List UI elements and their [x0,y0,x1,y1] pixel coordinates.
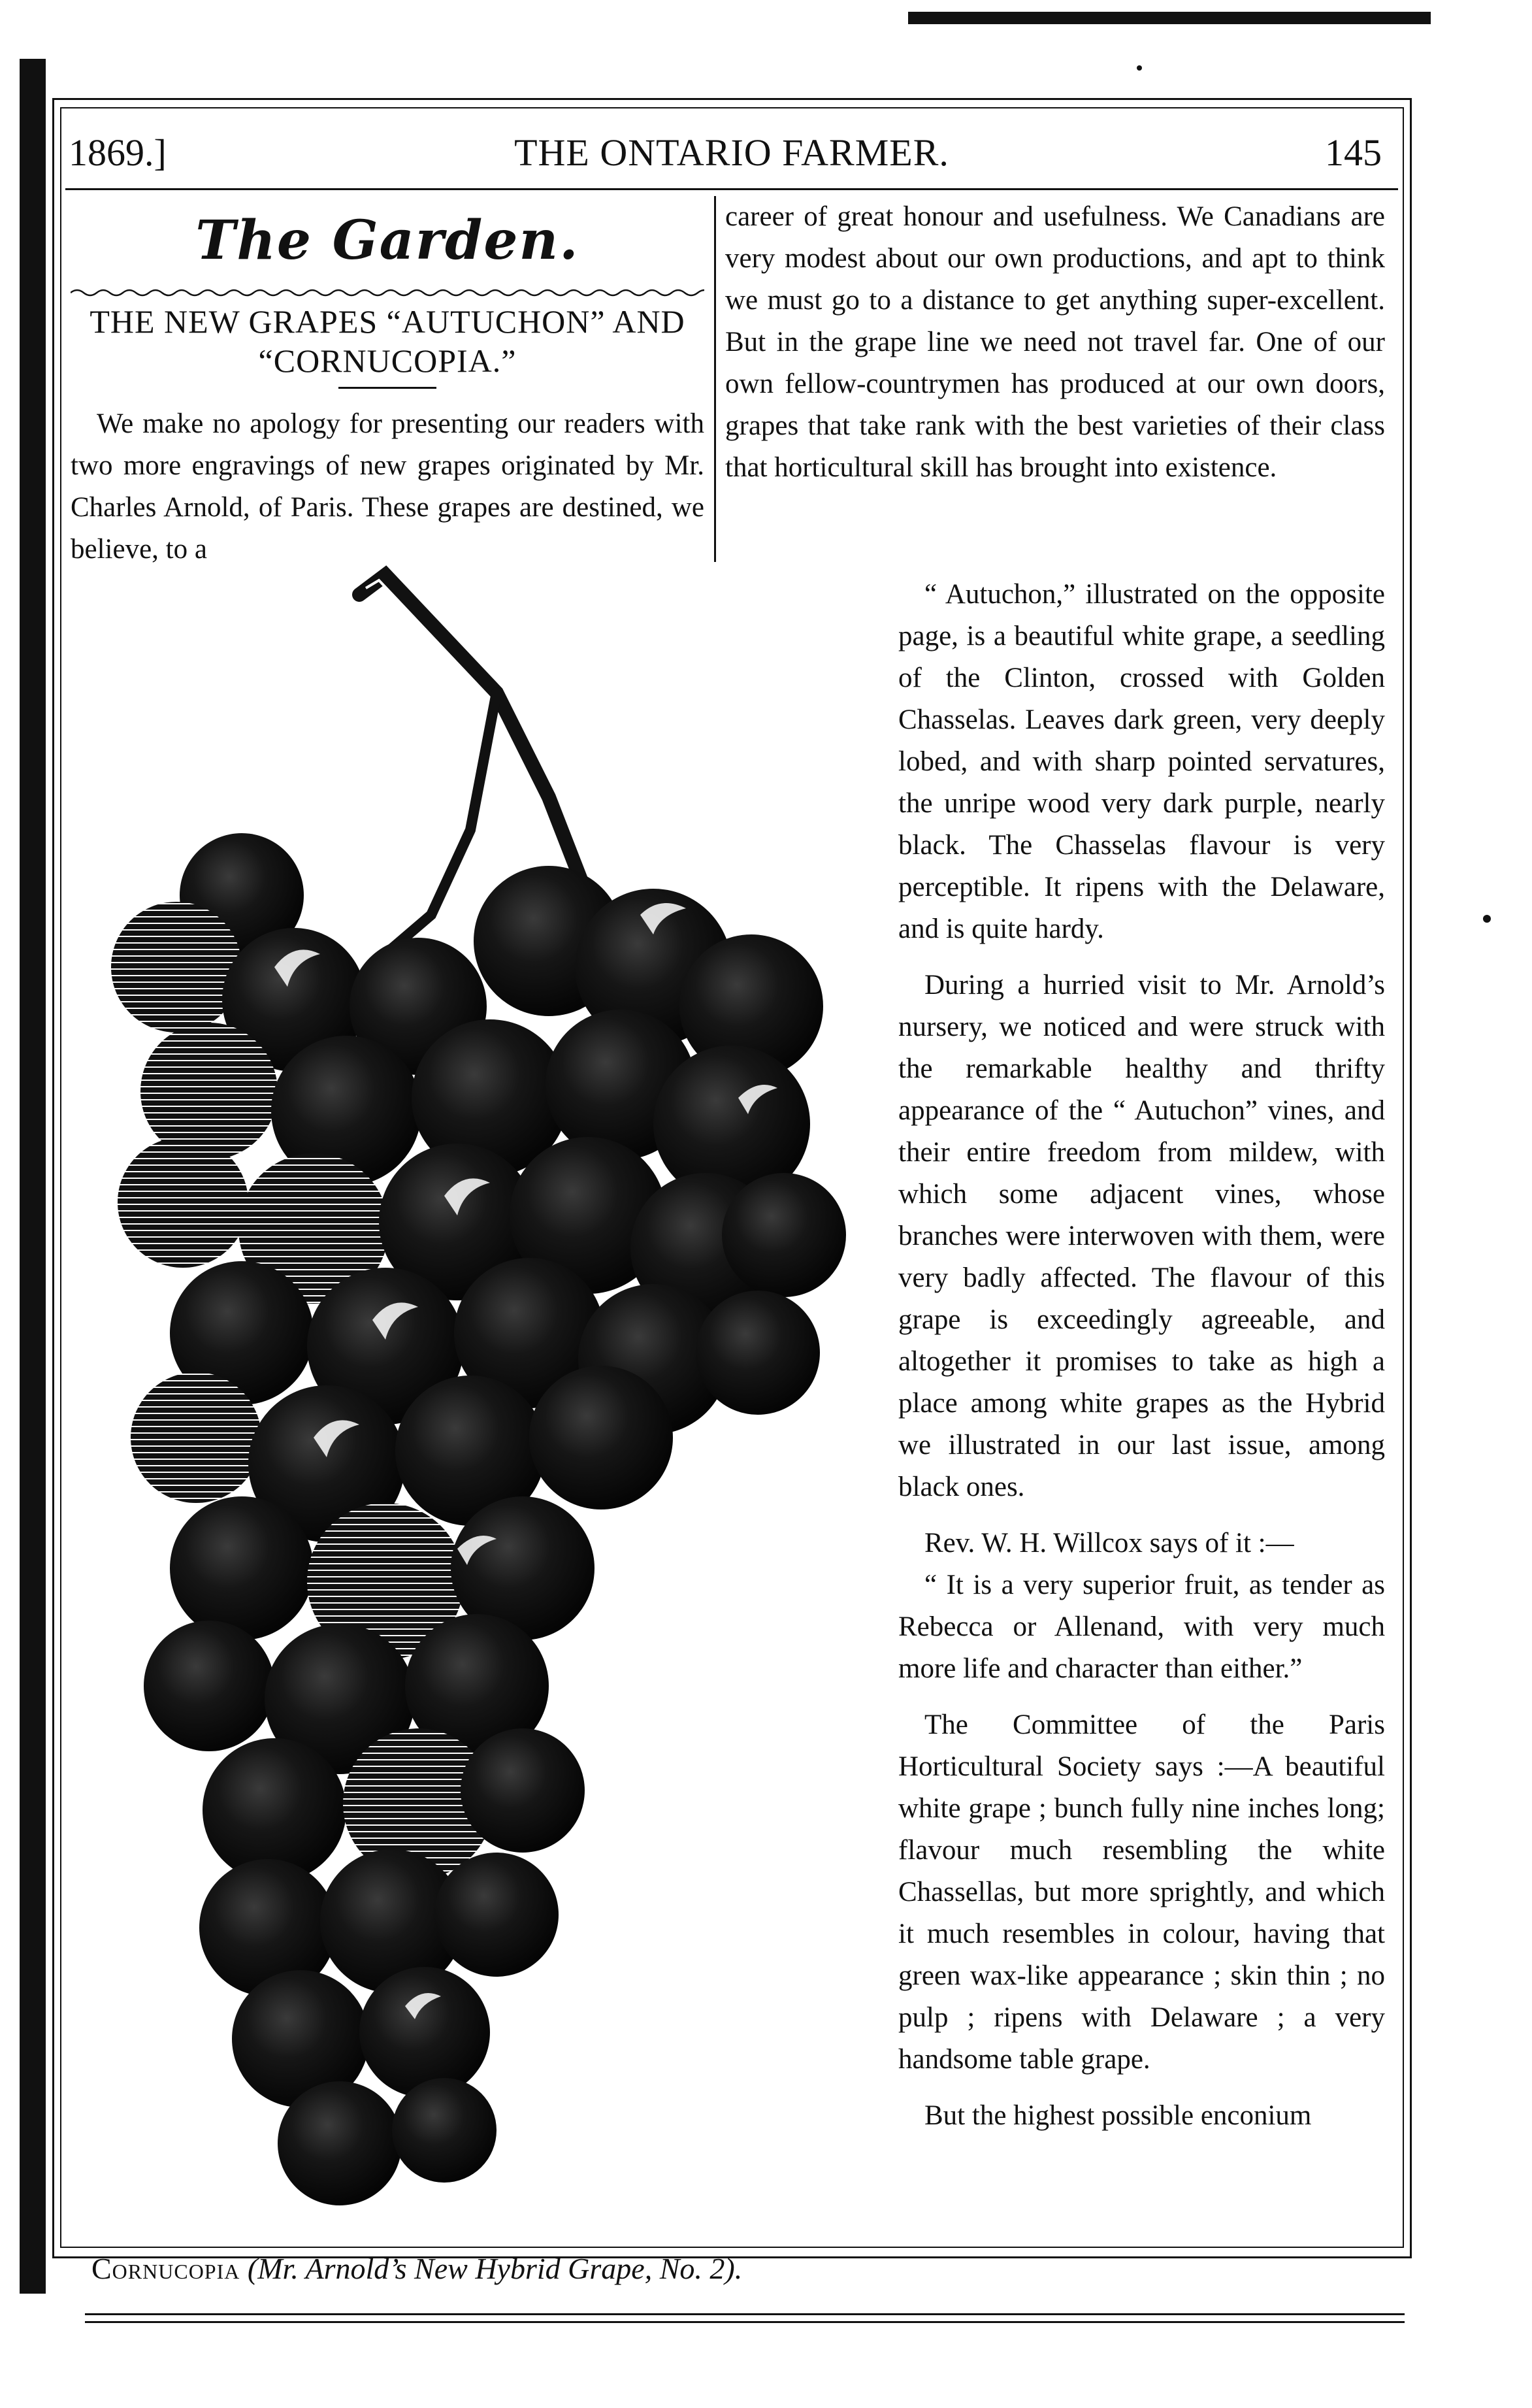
header-rule [65,188,1398,190]
headline-rule [338,387,436,389]
print-speck [1137,65,1142,71]
right-column-narrow [898,574,1385,2151]
grape-bunch-engraving [78,549,888,2235]
left-column [71,196,704,570]
column-divider [714,196,716,562]
willcox-intro: Rev. W. H. Willcox says of it :— [924,1528,1294,1559]
committee-paragraph: The Committee of the Paris Horticultural Society says :—A beautiful white grape ; bunch fully nine inches long; flavour much resembling the white Chassellas, but more sprightly, and which it much resembles in colour, having that green wax-like appearance ; skin thin ; no pulp ; ripens with Delaware ; a very handsome table grape. [898,1709,1385,2075]
headline-line-2: “CORNUCOPIA.” [258,342,517,379]
wavy-divider [71,288,704,298]
print-speck [1483,915,1491,923]
figure-caption [91,2251,888,2286]
running-header [69,118,1395,190]
bottom-rule-double [85,2321,1405,2323]
caption-name: Cornucopia [91,2252,240,2285]
bottom-rule [85,2313,1405,2315]
binding-margin-bar [20,59,46,2294]
top-edge-thin-rule [908,22,1431,24]
section-title: The Garden. [195,209,579,272]
top-edge-rule [908,12,1431,22]
willcox-quote: “ It is a very superior fruit, as tender as Rebecca or Allenand, with very much more life and character than either.” [898,1570,1385,1684]
autuchon-paragraph: “ Autuchon,” illustrated on the opposite page, is a beautiful white grape, a seedling of the Clinton, crossed with Golden Chasselas. Leaves dark green, very deeply lobed, and with sharp pointed servatures, the unripe wood very dark purple, nearly black. The Chasselas flavour is very perceptible. It ripens with the Delaware, and is quite hardy. [898,579,1385,944]
career-paragraph: career of great honour and usefulness. We Canadians are very modest about our own productions, and apt to think we must go to a distance to get anything super-excellent. But in the grape line we need not travel far. One of our own fellow-countrymen has produced at our own doors, grapes that take rank with the best varieties of their class that horticultural skill has brought into existence. [725,201,1385,483]
headline-line-1: THE NEW GRAPES “AUTUCHON” AND [90,303,685,340]
header-year: 1869.] [69,131,167,174]
right-column-top [725,196,1385,489]
header-page-number: 145 [1325,131,1382,174]
article-headline [71,302,704,380]
final-paragraph: But the highest possible enconium [924,2100,1312,2131]
grape-berries [111,833,846,2205]
caption-detail: (Mr. Arnold’s New Hybrid Grape, No. 2). [247,2252,743,2285]
intro-paragraph: We make no apology for presenting our readers with two more engravings of new grapes originated by Mr. Charles Arnold, of Paris. These grapes are destined, we believe, to a [71,408,704,565]
nursery-visit-paragraph: During a hurried visit to Mr. Arnold’s nursery, we noticed and were struck with the remarkable healthy and thrifty appearance of the “ Autuchon” vines, and their entire freedom from mildew, with which some adjacent vines, whose branches were interwoven with them, were very badly affected. The flavour of this grape is exceedingly agreeable, and altogether it promises to take as high a place among white grapes as the Hybrid we illustrated in our last issue, among black ones. [898,970,1385,1502]
header-title: THE ONTARIO FARMER. [514,131,949,174]
